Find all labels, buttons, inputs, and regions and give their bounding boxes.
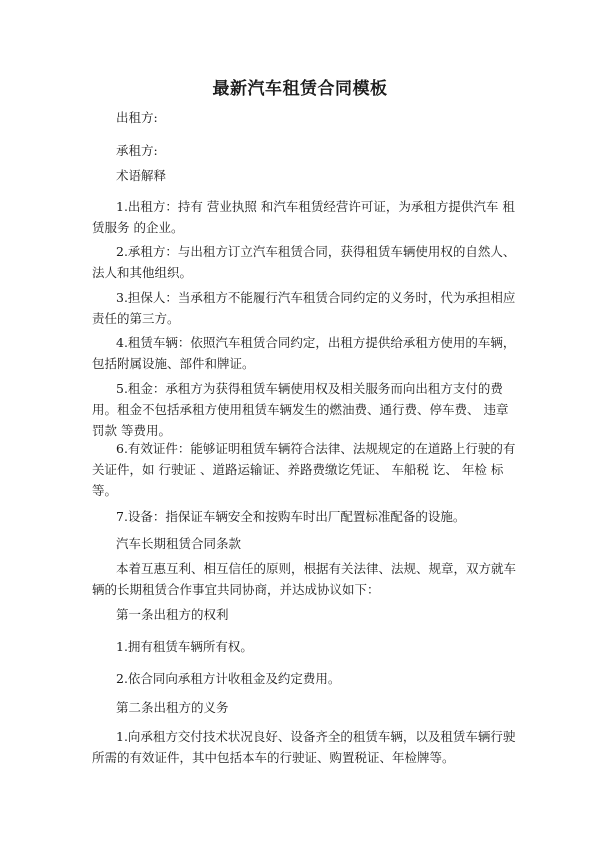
document-title: 最新汽车租赁合同模板 bbox=[212, 79, 388, 99]
definition-item: 3.担保人：当承租方不能履行汽车租赁合同约定的义务时，代为承担相应责任的第三方。 bbox=[92, 290, 516, 326]
article1-item: 2.依合同向承租方计收租金及约定费用。 bbox=[116, 671, 341, 686]
clauses-heading: 汽车长期租赁合同条款 bbox=[116, 536, 242, 551]
lessor-label: 出租方: bbox=[116, 110, 158, 125]
definition-item: 6.有效证件：能够证明租赁车辆符合法律、法规规定的在道路上行驶的有关证件，如 行驶证 、道路运输证、养路费缴讫凭证、 车船税 讫、 年检 标 等。 bbox=[92, 441, 516, 498]
definition-item: 4.租赁车辆：依照汽车租赁合同约定，出租方提供给承租方使用的车辆，包括附属设施、部件和牌证。 bbox=[92, 335, 516, 371]
article2-item: 1.向承租方交付技术状况良好、设备齐全的租赁车辆，以及租赁车辆行驶所需的有效证件，其中包括本车的行驶证、购置税证、年检牌等。 bbox=[92, 729, 516, 765]
article1-heading: 第一条出租方的权利 bbox=[116, 607, 229, 622]
preamble-paragraph: 本着互惠互利、相互信任的原则，根据有关法律、法规、规章，双方就车辆的长期租赁合作事宜共同协商，并达成协议如下： bbox=[92, 561, 517, 597]
definition-item: 5.租金：承租方为获得租赁车辆使用权及相关服务而向出租方支付的费用。租金不包括承租方使用租赁车辆发生的燃油费、通行费、停车费、 违章 罚款 等费用。 bbox=[92, 381, 509, 438]
definition-item: 7.设备：指保证车辆安全和按购车时出厂配置标准配备的设施。 bbox=[116, 509, 466, 524]
lessee-label: 承租方: bbox=[116, 143, 158, 158]
terms-heading: 术语解释 bbox=[116, 168, 167, 183]
definition-item: 1.出租方：持有 营业执照 和汽车租赁经营许可证，为承租方提供汽车 租赁服务 的企业。 bbox=[92, 199, 515, 235]
article1-item: 1.拥有租赁车辆所有权。 bbox=[116, 639, 253, 654]
definition-item: 2.承租方：与出租方订立汽车租赁合同，获得租赁车辆使用权的自然人、法人和其他组织。 bbox=[92, 244, 516, 280]
article2-heading: 第二条出租方的义务 bbox=[116, 700, 229, 715]
